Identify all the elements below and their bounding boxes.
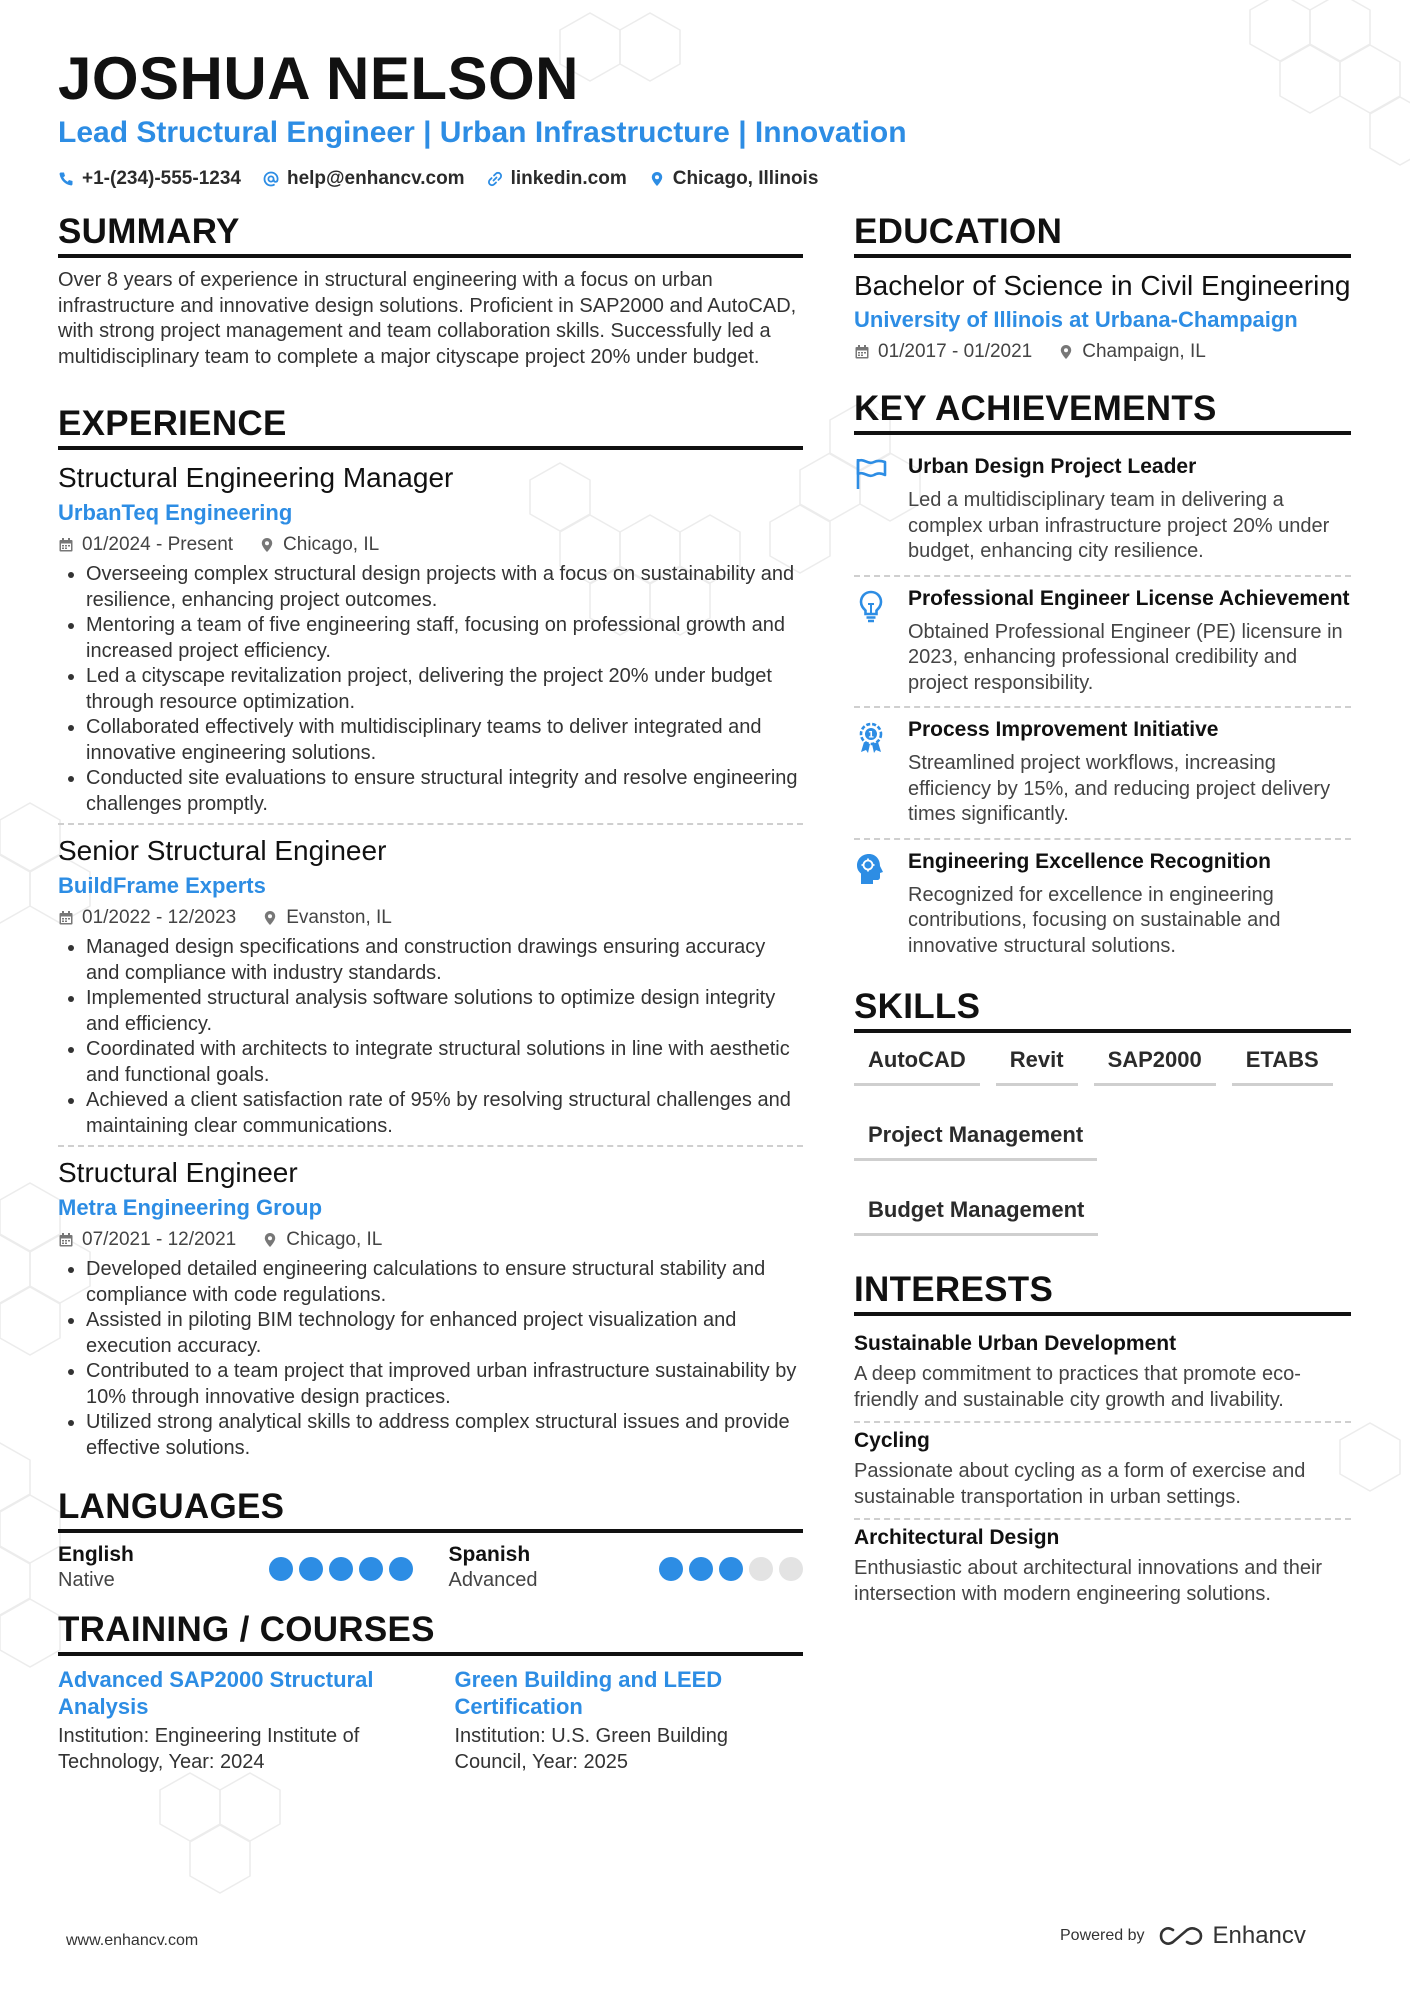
course-title: Green Building and LEED Certification <box>454 1667 723 1719</box>
company-name: Metra Engineering Group <box>58 1195 323 1220</box>
course-desc: Institution: U.S. Green Building Council, Year: 2025 <box>454 1725 728 1773</box>
achievement-desc: Recognized for excellence in engineering contributions, focusing on sustainable and innovative structural solutions. <box>908 883 1281 957</box>
achievement-desc: Led a multidisciplinary team in delivering a complex urban infrastructure project 20% under budget, enhancing city resilience. <box>908 489 1330 562</box>
achievement-desc: Streamlined project workflows, increasing efficiency by 15%, and reducing project delivery times significantly. <box>908 752 1331 825</box>
contact-linkedin[interactable] <box>487 168 627 190</box>
job-meta <box>58 907 803 929</box>
enhancv-logo-icon <box>1159 1924 1205 1948</box>
job-dates: 07/2021 - 12/2021 <box>82 1229 237 1250</box>
job-location: Evanston, IL <box>286 907 392 928</box>
summary-section <box>58 212 803 370</box>
location-pin-icon <box>1058 344 1074 360</box>
interest-title: Cycling <box>854 1429 930 1452</box>
achievement-title: Professional Engineer License Achievement <box>908 586 1350 610</box>
job-bullets <box>58 935 803 1139</box>
footer-website[interactable]: www.enhancv.com <box>66 1932 199 1949</box>
job-title: Structural Engineering Manager <box>58 462 454 493</box>
summary-text: Over 8 years of experience in structural engineering with a focus on urban infrastructure and innovative design solutions. Proficient in SAP2000 and AutoCAD, with strong project management and team collaboration skills. Successfully led a multidisciplinary team to complete a major cityscape project 20% under budget. <box>58 269 797 368</box>
interest-title: Architectural Design <box>854 1526 1060 1549</box>
bullet: • Utilized strong analytical skills to address complex structural issues and provide effective solutions. <box>86 1410 803 1461</box>
summary-heading: SUMMARY <box>58 212 803 258</box>
proficiency-dot-filled <box>689 1557 713 1581</box>
candidate-name: JOSHUA NELSON <box>58 45 580 112</box>
school-name: University of Illinois at Urbana-Champaign <box>854 307 1298 332</box>
training-heading: TRAINING / COURSES <box>58 1610 803 1656</box>
achievements-section <box>854 389 1351 969</box>
experience-heading: EXPERIENCE <box>58 404 803 450</box>
footer-branding[interactable] <box>1060 1922 1306 1950</box>
proficiency-dot-filled <box>329 1557 353 1581</box>
language-name: Spanish <box>448 1543 531 1566</box>
bullet: • Contributed to a team project that improved urban infrastructure sustainability by 10% through innovative design practices. <box>86 1359 803 1410</box>
education-section <box>854 212 1351 363</box>
company-name: UrbanTeq Engineering <box>58 500 293 525</box>
achievement-item <box>854 838 1351 970</box>
lightbulb-icon <box>854 589 888 623</box>
location-pin-icon <box>259 537 275 553</box>
job-entry <box>58 823 803 1145</box>
bullet: • Achieved a client satisfaction rate of 95% by resolving structural challenges and maintaining clear communications. <box>86 1088 803 1139</box>
right-column <box>854 212 1351 1615</box>
flag-icon <box>854 457 888 491</box>
interest-item <box>854 1421 1351 1518</box>
job-location: Chicago, IL <box>286 1229 383 1250</box>
powered-by-text: Powered by <box>1060 1927 1145 1944</box>
course-item <box>58 1666 407 1775</box>
left-column <box>58 212 803 1775</box>
skill-tag: Project Management <box>854 1118 1097 1161</box>
bullet: • Managed design specifications and construction drawings ensuring accuracy and compliance with industry standards. <box>86 935 803 986</box>
job-meta <box>58 1229 803 1251</box>
course-title: Advanced SAP2000 Structural Analysis <box>58 1667 374 1719</box>
proficiency-dot-filled <box>719 1557 743 1581</box>
languages-heading: LANGUAGES <box>58 1487 803 1533</box>
education-dates: 01/2017 - 01/2021 <box>878 341 1033 362</box>
interests-heading: INTERESTS <box>854 1270 1351 1316</box>
skill-tag: AutoCAD <box>854 1043 980 1086</box>
company-name: BuildFrame Experts <box>58 873 266 898</box>
skill-tag: Budget Management <box>854 1193 1098 1236</box>
calendar-icon <box>58 1232 74 1248</box>
phone-icon <box>58 171 74 187</box>
job-title: Senior Structural Engineer <box>58 835 387 866</box>
languages-section <box>58 1487 803 1592</box>
brand-logo <box>1159 1922 1306 1950</box>
job-location: Chicago, IL <box>283 534 380 555</box>
proficiency-dot-filled <box>389 1557 413 1581</box>
job-bullets <box>58 562 803 817</box>
bullet: • Developed detailed engineering calculations to ensure structural stability and compliance with code regulations. <box>86 1257 803 1308</box>
achievements-heading: KEY ACHIEVEMENTS <box>854 389 1351 435</box>
brand-name: Enhancv <box>1212 1922 1306 1949</box>
training-section <box>58 1610 803 1775</box>
job-dates: 01/2024 - Present <box>82 534 234 555</box>
email-text: help@enhancv.com <box>286 168 465 189</box>
course-desc: Institution: Engineering Institute of Technology, Year: 2024 <box>58 1725 360 1773</box>
bullet: • Overseeing complex structural design projects with a focus on sustainability and resilience, enhancing project outcomes. <box>86 562 803 613</box>
bullet: • Coordinated with architects to integrate structural solutions in line with aesthetic and functional goals. <box>86 1037 803 1088</box>
head-icon <box>854 852 888 886</box>
achievement-item <box>854 445 1351 575</box>
interest-desc: A deep commitment to practices that promote eco-friendly and sustainable city growth and livability. <box>854 1363 1301 1411</box>
svg-text:1: 1 <box>867 730 875 741</box>
location-pin-icon <box>649 171 665 187</box>
interest-title: Sustainable Urban Development <box>854 1332 1177 1355</box>
language-level: Advanced <box>448 1569 538 1591</box>
language-level: Native <box>58 1569 115 1591</box>
calendar-icon <box>58 537 74 553</box>
skill-tag: Revit <box>996 1043 1078 1086</box>
proficiency-dot-filled <box>299 1557 323 1581</box>
job-bullets <box>58 1257 803 1461</box>
calendar-icon <box>58 910 74 926</box>
course-item <box>455 1666 804 1775</box>
achievement-item <box>854 575 1351 707</box>
interest-desc: Passionate about cycling as a form of exercise and sustainable transportation in urban settings. <box>854 1460 1306 1508</box>
language-item <box>449 1543 804 1592</box>
proficiency-dot-filled <box>659 1557 683 1581</box>
award-icon <box>854 720 888 754</box>
location-pin-icon <box>262 910 278 926</box>
link-icon <box>487 171 503 187</box>
bullet: • Led a cityscape revitalization project, delivering the project 20% under budget through resource optimization. <box>86 664 803 715</box>
courses-list <box>58 1666 803 1775</box>
degree: Bachelor of Science in Civil Engineering <box>854 270 1351 301</box>
bullet: • Collaborated effectively with multidisciplinary teams to deliver integrated and innovative engineering solutions. <box>86 715 803 766</box>
bullet: • Conducted site evaluations to ensure structural integrity and resolve engineering challenges promptly. <box>86 766 803 817</box>
job-dates: 01/2022 - 12/2023 <box>82 907 237 928</box>
proficiency-dot-filled <box>359 1557 383 1581</box>
language-name: English <box>58 1543 134 1566</box>
location-text: Chicago, Illinois <box>672 168 819 189</box>
interests-section <box>854 1270 1351 1615</box>
skills-list <box>854 1043 1351 1236</box>
education-heading: EDUCATION <box>854 212 1351 258</box>
education-location: Champaign, IL <box>1082 341 1206 362</box>
contact-bar <box>58 168 818 190</box>
proficiency-dot-empty <box>779 1557 803 1581</box>
job-entry <box>58 1145 803 1467</box>
skills-section <box>854 987 1351 1236</box>
contact-location <box>649 168 819 190</box>
interest-item <box>854 1326 1351 1421</box>
achievement-item <box>854 706 1351 838</box>
languages-list <box>58 1543 803 1592</box>
phone-text: +1-(234)-555-1234 <box>82 168 241 189</box>
job-title: Structural Engineer <box>58 1157 298 1188</box>
location-pin-icon <box>262 1232 278 1248</box>
proficiency-dot-empty <box>749 1557 773 1581</box>
proficiency-dots <box>659 1557 803 1592</box>
language-item <box>58 1543 413 1592</box>
candidate-title: Lead Structural Engineer | Urban Infrastructure | Innovation <box>58 116 907 149</box>
job-meta <box>58 534 803 556</box>
achievement-desc: Obtained Professional Engineer (PE) licensure in 2023, enhancing professional credibility and project responsibility. <box>908 620 1343 694</box>
proficiency-dots <box>269 1557 413 1592</box>
bullet: • Implemented structural analysis software solutions to optimize design integrity and efficiency. <box>86 986 803 1037</box>
interest-desc: Enthusiastic about architectural innovations and their intersection with modern engineering solutions. <box>854 1557 1323 1605</box>
achievement-title: Engineering Excellence Recognition <box>908 849 1271 873</box>
job-entry <box>58 460 803 823</box>
skills-heading: SKILLS <box>854 987 1351 1033</box>
linkedin-text: linkedin.com <box>510 168 627 189</box>
achievement-title: Process Improvement Initiative <box>908 718 1219 741</box>
bullet: • Mentoring a team of five engineering staff, focusing on professional growth and increased project efficiency. <box>86 613 803 664</box>
contact-phone[interactable] <box>58 168 241 190</box>
achievement-title: Urban Design Project Leader <box>908 455 1197 478</box>
skill-tag: ETABS <box>1232 1043 1333 1086</box>
bullet: • Assisted in piloting BIM technology for enhanced project visualization and execution accuracy. <box>86 1308 803 1359</box>
education-meta <box>854 341 1351 363</box>
skill-tag: SAP2000 <box>1094 1043 1216 1086</box>
at-icon <box>263 171 279 187</box>
experience-section <box>58 404 803 1467</box>
proficiency-dot-filled <box>269 1557 293 1581</box>
contact-email[interactable] <box>263 168 465 190</box>
interest-item <box>854 1518 1351 1615</box>
calendar-icon <box>854 344 870 360</box>
